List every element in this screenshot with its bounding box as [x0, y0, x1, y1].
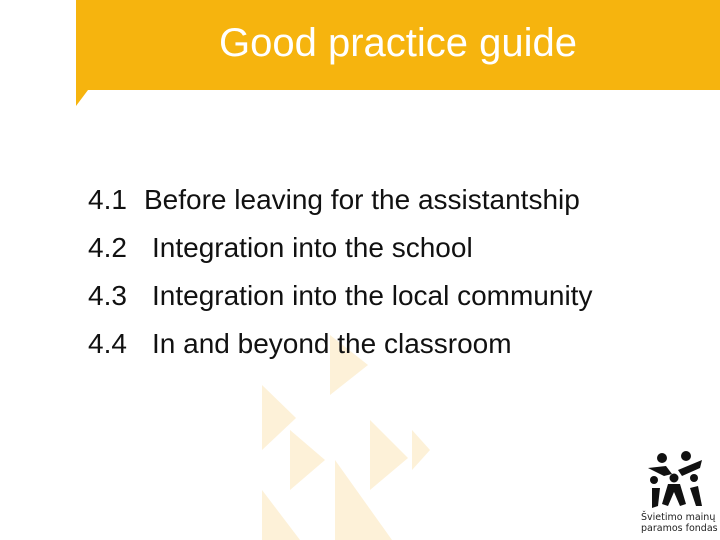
logo-line: Švietimo mainų	[641, 512, 716, 523]
item-number: 4.3	[88, 280, 127, 311]
logo-line: paramos fondas	[641, 523, 718, 534]
item-number: 4.2	[88, 232, 127, 263]
list-item	[88, 176, 592, 224]
item-label: Integration into the local community	[152, 280, 593, 311]
item-label: Integration into the school	[152, 232, 473, 263]
item-label: In and beyond the classroom	[152, 328, 512, 359]
agenda-list	[88, 176, 592, 368]
organization-logo	[640, 448, 720, 540]
item-number: 4.4	[88, 328, 127, 359]
list-item	[88, 272, 592, 320]
logo-text	[641, 512, 719, 534]
list-item	[88, 224, 592, 272]
item-number: 4.1	[88, 184, 127, 215]
item-label: Before leaving for the assistantship	[144, 184, 580, 215]
slide-title: Good practice guide	[218, 21, 577, 65]
people-icon	[642, 448, 708, 512]
list-item	[88, 320, 592, 368]
